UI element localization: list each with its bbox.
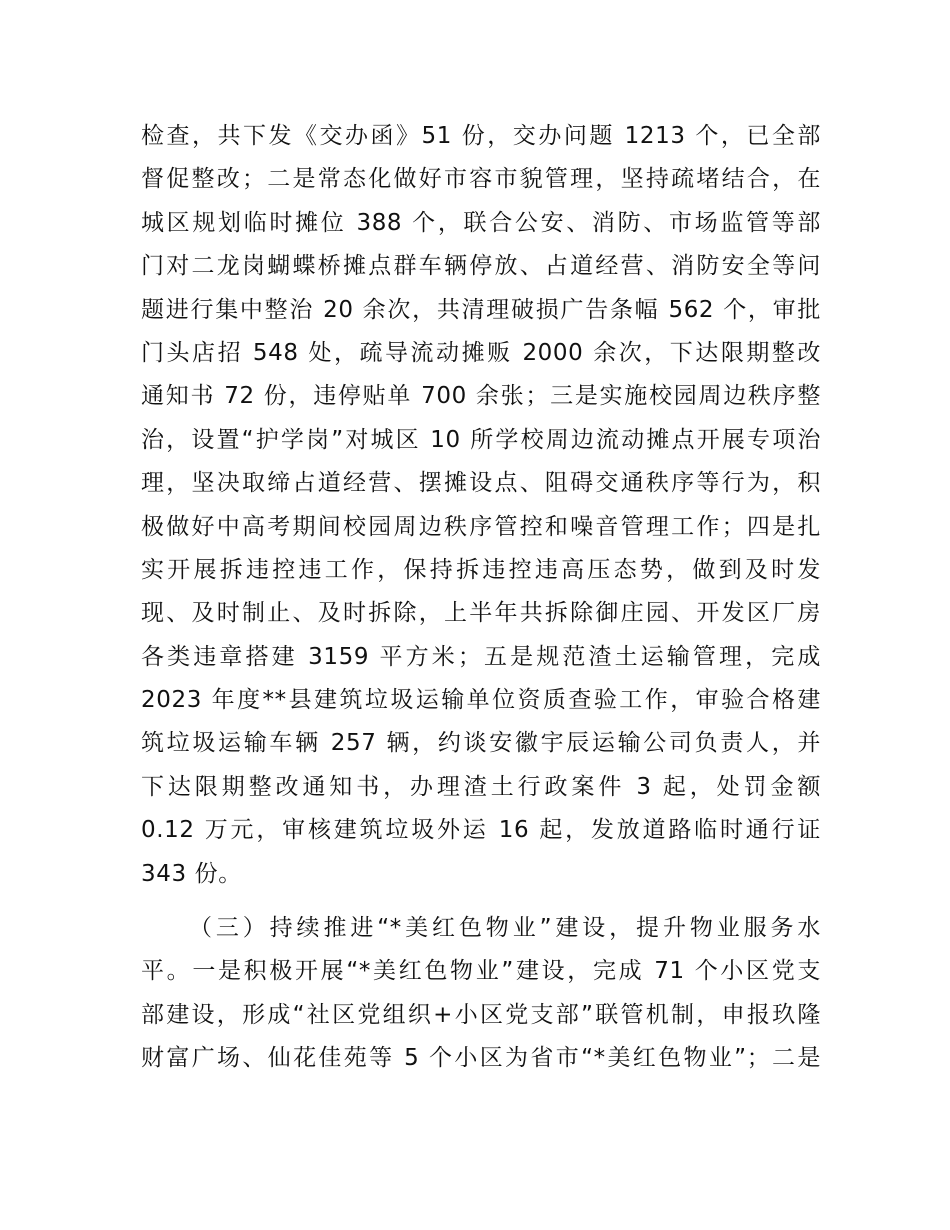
text-line: 理，坚决取缔占道经营、摆摊设点、阻碍交通秩序等行为，积 [141, 470, 821, 497]
text-line: 下达限期整改通知书，办理渣土行政案件 3 起，处罚金额 [141, 773, 821, 800]
text-line: 治，设置“护学岗”对城区 10 所学校周边流动摊点开展专项治 [141, 426, 821, 453]
text-line: 检查，共下发《交办函》51 份，交办问题 1213 个，已全部 [141, 123, 821, 149]
text-line: 门对二龙岗蝴蝶桥摊点群车辆停放、占道经营、消防安全等问 [141, 253, 821, 280]
text-line: 实开展拆违控违工作，保持拆违控违高压态势，做到及时发 [141, 556, 821, 583]
text-line: 343 份。 [141, 860, 242, 887]
text-line: 部建设，形成“社区党组织+小区党支部”联管机制，申报玖隆 [141, 1001, 821, 1028]
text-line: 现、及时制止、及时拆除，上半年共拆除御庄园、开发区厂房 [141, 600, 821, 627]
text-line: 门头店招 548 处，疏导流动摊贩 2000 余次，下达限期整改 [141, 339, 821, 366]
text-line: 财富广场、仙花佳苑等 5 个小区为省市“*美红色物业”；二是 [141, 1045, 821, 1072]
text-line: 0.12 万元，审核建筑垃圾外运 16 起，发放道路临时通行证 [141, 817, 821, 844]
text-line: 通知书 72 份，违停贴单 700 余张；三是实施校园周边秩序整 [141, 383, 821, 410]
section-heading-line: （三）持续推进“*美红色物业”建设，提升物业服务水 [189, 915, 821, 941]
text-line: 极做好中高考期间校园周边秩序管控和噪音管理工作；四是扎 [141, 513, 821, 540]
text-line: 城区规划临时摊位 388 个，联合公安、消防、市场监管等部 [141, 209, 821, 236]
paragraph-1 [141, 115, 821, 896]
text-line: 2023 年度**县建筑垃圾运输单位资质查验工作，审验合格建 [141, 687, 821, 714]
text-line: 题进行集中整治 20 余次，共清理破损广告条幅 562 个，审批 [141, 296, 821, 323]
paragraph-2 [141, 907, 821, 1081]
text-line: 督促整改；二是常态化做好市容市貌管理，坚持疏堵结合，在 [141, 166, 821, 193]
text-line: 筑垃圾运输车辆 257 辆，约谈安徽宇辰运输公司负责人，并 [141, 730, 821, 757]
text-line: 各类违章搭建 3159 平方米；五是规范渣土运输管理，完成 [141, 643, 821, 670]
text-line: 平。一是积极开展“*美红色物业”建设，完成 71 个小区党支 [141, 958, 821, 985]
